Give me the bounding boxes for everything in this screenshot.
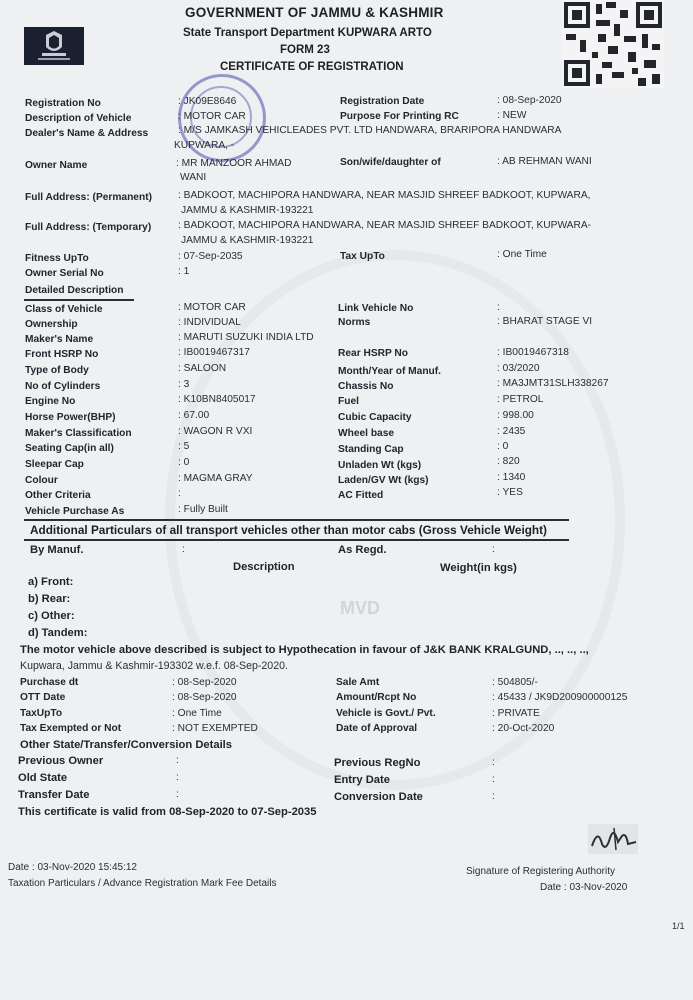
jk-emblem-logo (24, 27, 84, 65)
other-state-value: : (176, 772, 179, 783)
by-manuf-label: By Manuf. (30, 544, 84, 556)
weight-header: Weight(in kgs) (440, 562, 517, 574)
qr-code (562, 0, 664, 88)
purchase-label-right: Vehicle is Govt./ Pvt. (336, 708, 436, 719)
detail-label: Engine No (25, 396, 76, 407)
value-purpose-printing: : NEW (497, 110, 527, 121)
purchase-value-right: : 20-Oct-2020 (492, 723, 555, 734)
purchase-label: Purchase dt (20, 677, 79, 688)
label-relation: Son/wife/daughter of (340, 157, 441, 168)
value-permanent-address: : BADKOOT, MACHIPORA HANDWARA, NEAR MASJID SHREEF BADKOOT, KUPWARA, (178, 190, 591, 201)
label-vehicle-description: Description of Vehicle (25, 113, 132, 124)
value-temporary-address-line2: JAMMU & KASHMIR-193221 (181, 235, 314, 246)
footer-taxation: Taxation Particulars / Advance Registration Mark Fee Details (8, 878, 277, 889)
footer-date-right: Date : 03-Nov-2020 (540, 882, 628, 893)
purchase-value: : 08-Sep-2020 (172, 692, 237, 703)
detail-label: No of Cylinders (25, 381, 101, 392)
detail-value-right: : IB0019467318 (497, 347, 569, 358)
additional-bottom-divider (24, 539, 569, 541)
detail-value: : IB0019467317 (178, 347, 250, 358)
detail-label: Horse Power(BHP) (25, 412, 116, 423)
detail-label: Ownership (25, 319, 78, 330)
purchase-value-right: : PRIVATE (492, 708, 540, 719)
detail-value: : WAGON R VXI (178, 426, 253, 437)
detail-value: : MOTOR CAR (178, 302, 246, 313)
detail-label-right: Wheel base (338, 428, 395, 439)
purchase-value-right: : 504805/- (492, 677, 538, 688)
detail-value: : Fully Built (178, 504, 228, 515)
value-vehicle-description: : MOTOR CAR (178, 111, 246, 122)
detail-label-right: Standing Cap (338, 444, 404, 455)
other-state-label-right: Previous RegNo (334, 757, 421, 769)
detail-label-right: AC Fitted (338, 490, 384, 501)
value-owner-name: : MR MANZOOR AHMAD (176, 158, 292, 169)
detail-value-right: : 1340 (497, 472, 526, 483)
detail-value-right: : PETROL (497, 394, 544, 405)
purchase-value-right: : 45433 / JK9D200900000125 (492, 692, 628, 703)
label-owner-serial: Owner Serial No (25, 268, 104, 279)
detail-label-right: Rear HSRP No (338, 348, 409, 359)
detail-label: Maker's Classification (25, 428, 132, 439)
detail-value: : 5 (178, 441, 190, 452)
other-state-value-right: : (492, 791, 495, 802)
detail-value-right: : 998.00 (497, 410, 534, 421)
detail-label: Other Criteria (25, 490, 91, 501)
detail-value: : K10BN8405017 (178, 394, 256, 405)
value-registration-no: : JK09E8646 (178, 96, 237, 107)
label-tax-upto: Tax UpTo (340, 251, 385, 262)
detail-value: : MARUTI SUZUKI INDIA LTD (178, 332, 314, 343)
detail-value: : (178, 488, 181, 499)
footer-date-left: Date : 03-Nov-2020 15:45:12 (8, 862, 137, 873)
description-header: Description (233, 561, 295, 573)
purchase-value: : One Time (172, 708, 222, 719)
watermark-text: MVD (340, 598, 380, 618)
value-tax-upto: : One Time (497, 249, 547, 260)
footer-signature-label: Signature of Registering Authority (466, 866, 615, 877)
value-owner-serial: : 1 (178, 266, 190, 277)
other-state-value: : (176, 755, 179, 766)
other-state-value: : (176, 789, 179, 800)
value-temporary-address: : BADKOOT, MACHIPORA HANDWARA, NEAR MASJID SHREEF BADKOOT, KUPWARA- (178, 220, 592, 231)
detail-value: : 0 (178, 457, 190, 468)
value-owner-name-line2: WANI (180, 172, 207, 183)
other-state-label: Old State (18, 772, 68, 784)
detail-value: : SALOON (178, 363, 227, 374)
value-fitness-upto: : 07-Sep-2035 (178, 251, 243, 262)
value-relation: : AB REHMAN WANI (497, 156, 592, 167)
value-registration-date: : 08-Sep-2020 (497, 95, 562, 106)
value-dealer: : M/S JAMKASH VEHICLEADES PVT. LTD HANDWARA, BRARIPORA HANDWARA (178, 125, 562, 136)
label-temporary-address: Full Address: (Temporary) (25, 222, 152, 233)
axle-other: c) Other: (28, 610, 75, 622)
other-state-label: Previous Owner (18, 755, 104, 767)
detail-label-right: Norms (338, 317, 371, 328)
hypothecation-line2: Kupwara, Jammu & Kashmir-193302 w.e.f. 08-Sep-2020. (20, 660, 288, 672)
detail-label-right: Cubic Capacity (338, 412, 412, 423)
detail-label: Class of Vehicle (25, 304, 103, 315)
detail-value-right: : 2435 (497, 426, 526, 437)
detail-value: : INDIVIDUAL (178, 317, 241, 328)
detail-label: Type of Body (25, 365, 89, 376)
detail-value-right: : BHARAT STAGE VI (497, 316, 593, 327)
detail-label: Vehicle Purchase As (25, 506, 125, 517)
purchase-label: TaxUpTo (20, 708, 63, 719)
axle-rear: b) Rear: (28, 593, 71, 605)
additional-title: Additional Particulars of all transport vehicles other than motor cabs (Gross Vehicle Weight) (30, 523, 547, 537)
detail-label: Seating Cap(in all) (25, 443, 114, 454)
other-state-label-right: Entry Date (334, 774, 390, 786)
page-number: 1/1 (672, 921, 685, 931)
other-state-label-right: Conversion Date (334, 791, 423, 803)
detail-value-right: : MA3JMT31SLH338267 (497, 378, 609, 389)
certificate-title: CERTIFICATE OF REGISTRATION (220, 61, 404, 73)
purchase-label: OTT Date (20, 692, 66, 703)
government-title: GOVERNMENT OF JAMMU & KASHMIR (185, 5, 444, 20)
authority-signature (588, 822, 640, 856)
detail-value-right: : 03/2020 (497, 363, 540, 374)
label-permanent-address: Full Address: (Permanent) (25, 192, 152, 203)
label-registration-date: Registration Date (340, 96, 425, 107)
detail-value-right: : 0 (497, 441, 509, 452)
other-state-label: Transfer Date (18, 789, 90, 801)
purchase-value: : 08-Sep-2020 (172, 677, 237, 688)
label-fitness-upto: Fitness UpTo (25, 253, 89, 264)
purchase-label-right: Amount/Rcpt No (336, 692, 417, 703)
detail-label-right: Month/Year of Manuf. (338, 366, 442, 377)
other-state-value-right: : (492, 757, 495, 768)
value-dealer-line2: KUPWARA, - (174, 140, 235, 151)
detail-label-right: Laden/GV Wt (kgs) (338, 475, 429, 486)
purchase-label-right: Date of Approval (336, 723, 418, 734)
purchase-label: Tax Exempted or Not (20, 723, 122, 734)
as-regd-colon: : (492, 544, 495, 555)
purchase-value: : NOT EXEMPTED (172, 723, 258, 734)
detail-value-right: : YES (497, 487, 523, 498)
detail-label: Maker's Name (25, 334, 94, 345)
label-purpose-printing: Purpose For Printing RC (340, 111, 459, 122)
detailed-description-heading: Detailed Description (25, 285, 124, 296)
label-dealer: Dealer's Name & Address (25, 128, 149, 139)
as-regd-label: As Regd. (338, 544, 387, 556)
detail-value: : 67.00 (178, 410, 210, 421)
label-owner-name: Owner Name (25, 160, 88, 171)
other-state-heading: Other State/Transfer/Conversion Details (20, 739, 233, 751)
detail-value: : MAGMA GRAY (178, 473, 253, 484)
axle-front: a) Front: (28, 576, 74, 588)
detail-value: : 3 (178, 379, 190, 390)
detail-value-right: : 820 (497, 456, 520, 467)
detail-label-right: Link Vehicle No (338, 303, 414, 314)
by-manuf-colon: : (182, 544, 185, 555)
detailed-divider (24, 299, 134, 301)
label-registration-no: Registration No (25, 98, 101, 109)
hypothecation-line1: The motor vehicle above described is subject to Hypothecation in favour of J&K BANK KRALGUND, .., .., .., (20, 644, 589, 656)
detail-label: Colour (25, 475, 58, 486)
detail-label: Front HSRP No (25, 349, 99, 360)
axle-tandem: d) Tandem: (28, 627, 88, 639)
value-permanent-address-line2: JAMMU & KASHMIR-193221 (181, 205, 314, 216)
detail-label-right: Chassis No (338, 381, 394, 392)
detail-label-right: Unladen Wt (kgs) (338, 460, 422, 471)
detail-label: Sleepar Cap (25, 459, 84, 470)
purchase-label-right: Sale Amt (336, 677, 380, 688)
department-title: State Transport Department KUPWARA ARTO (183, 27, 432, 39)
additional-top-divider (24, 519, 569, 521)
other-state-value-right: : (492, 774, 495, 785)
form-number: FORM 23 (280, 44, 330, 56)
detail-value-right: : (497, 302, 500, 313)
validity-statement: This certificate is valid from 08-Sep-2020 to 07-Sep-2035 (18, 806, 317, 818)
detail-label-right: Fuel (338, 396, 359, 407)
